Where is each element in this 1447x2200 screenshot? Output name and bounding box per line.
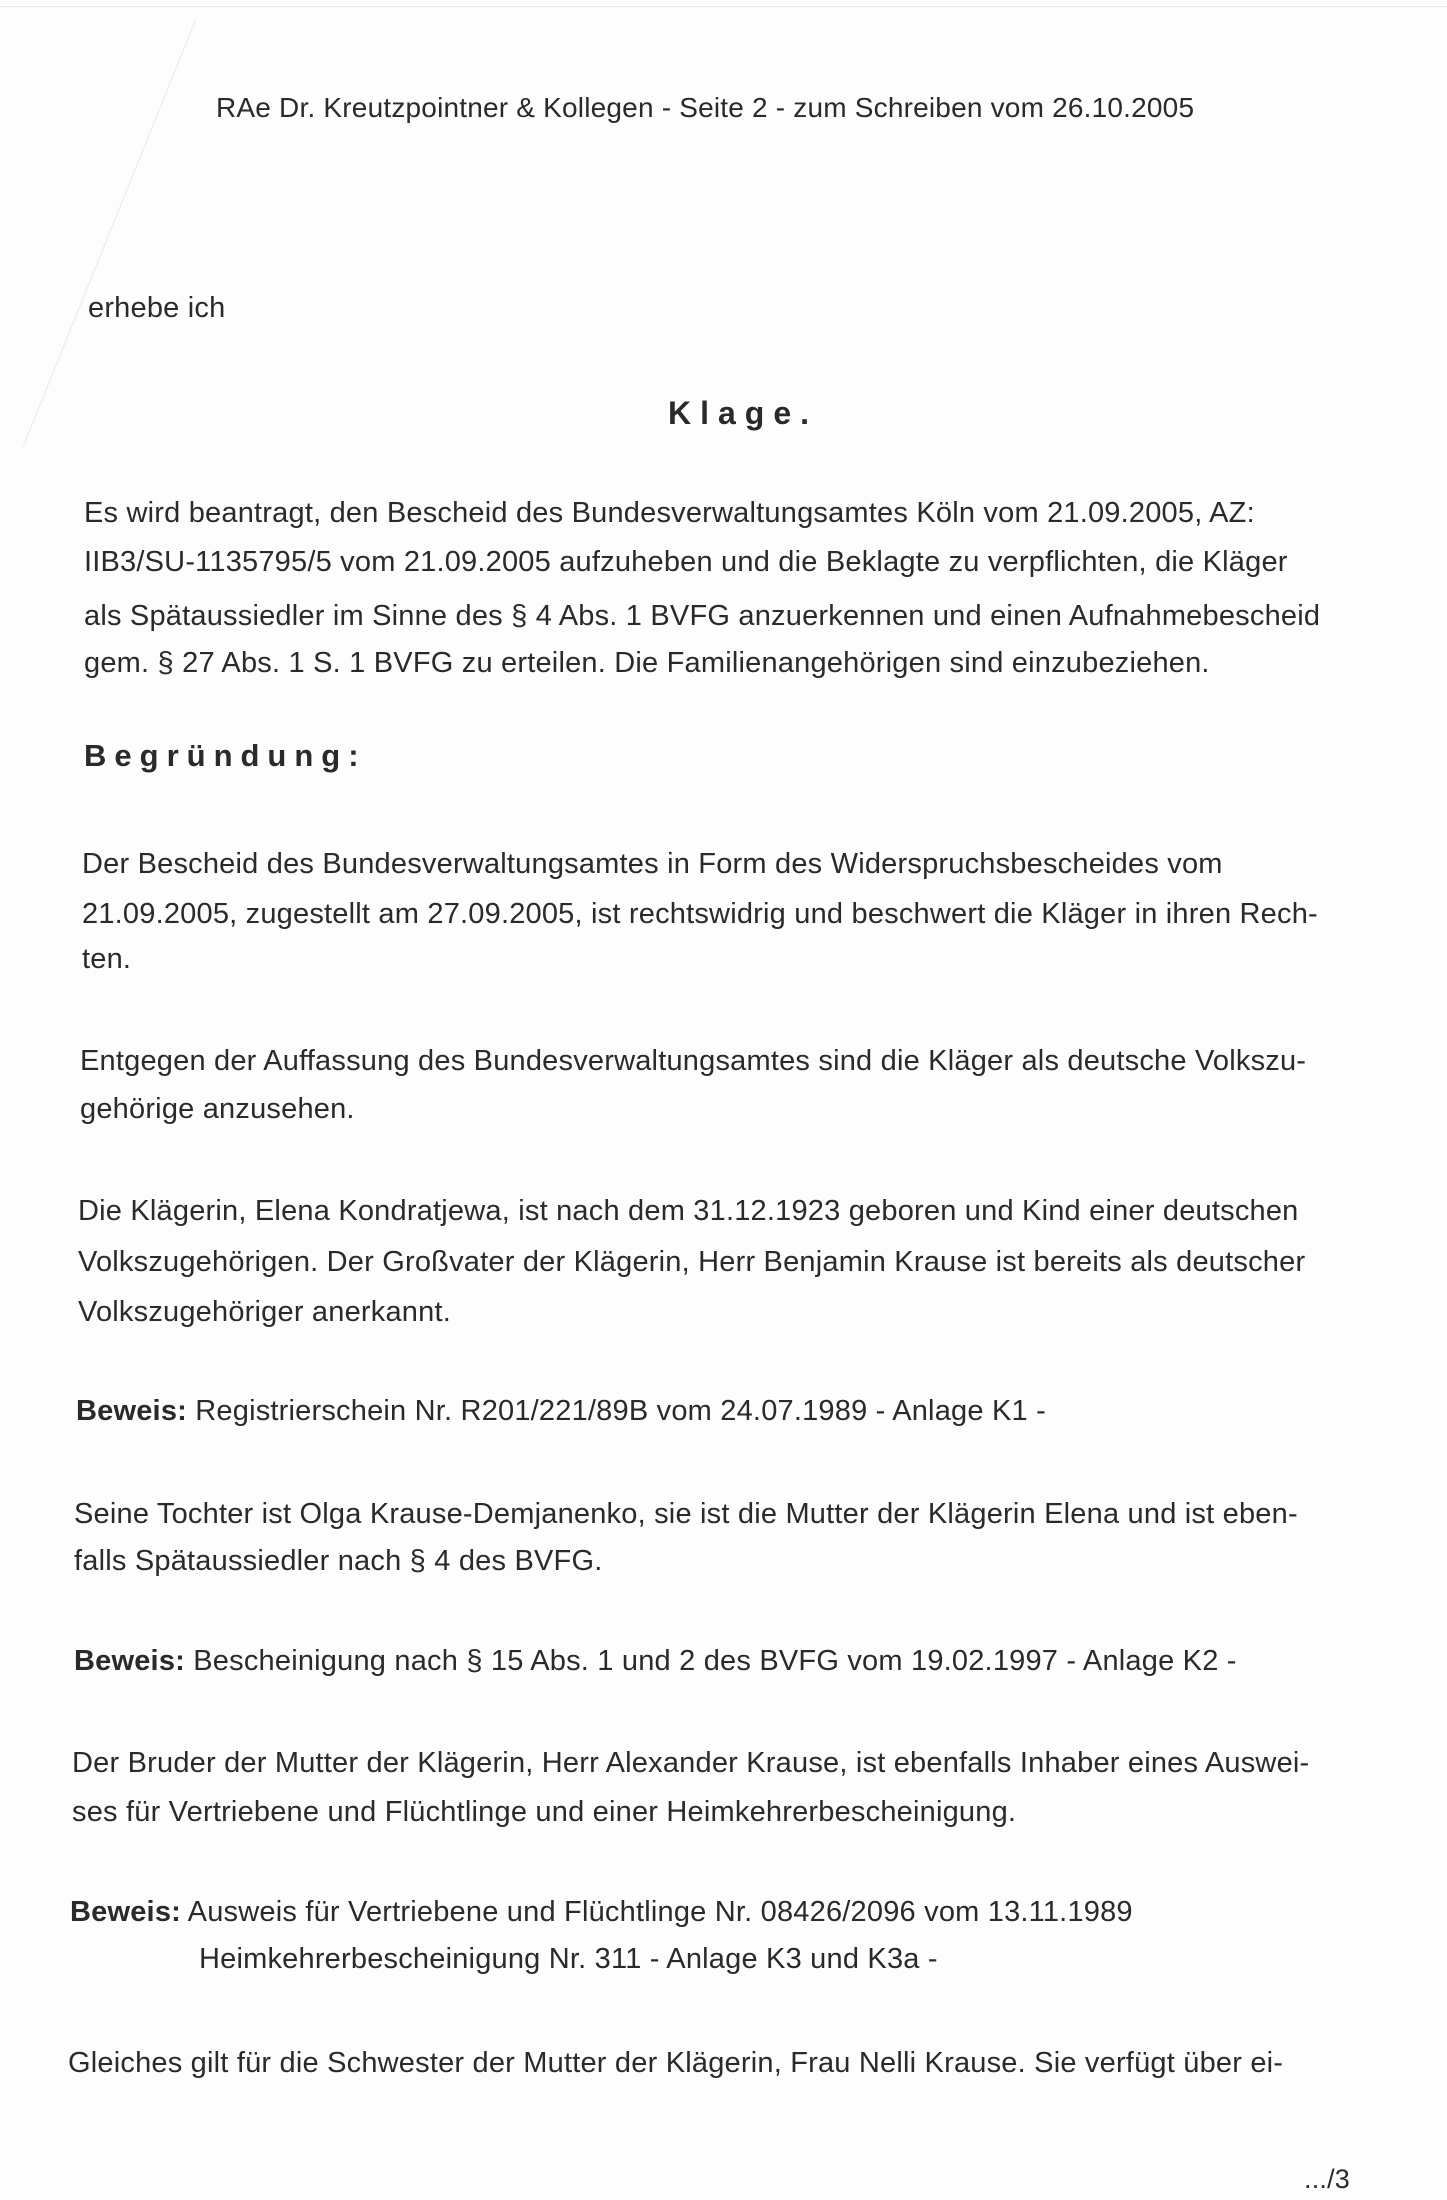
evidence-label: Beweis: bbox=[70, 1896, 181, 1928]
para3-line-3: Volkszugehöriger anerkannt. bbox=[78, 1296, 451, 1328]
para3-line-1: Die Klägerin, Elena Kondratjewa, ist nach dem 31.12.1923 geboren und Kind einer deutschen bbox=[78, 1195, 1299, 1227]
para1-line-1: Der Bescheid des Bundesverwaltungsamtes in Form des Widerspruchsbescheides vom bbox=[82, 848, 1223, 880]
para2-line-2: gehörige anzusehen. bbox=[80, 1093, 355, 1125]
page-header: RAe Dr. Kreutzpointner & Kollegen - Seite 2 - zum Schreiben vom 26.10.2005 bbox=[216, 92, 1195, 123]
request-line-2: IIB3/SU-1135795/5 vom 21.09.2005 aufzuheben und die Beklagte zu verpflichten, die Kläger bbox=[84, 546, 1288, 578]
para1-line-3: ten. bbox=[82, 943, 132, 975]
evidence-text: Bescheinigung nach § 15 Abs. 1 und 2 des BVFG vom 19.02.1997 - Anlage K2 - bbox=[193, 1645, 1237, 1677]
request-line-4: gem. § 27 Abs. 1 S. 1 BVFG zu erteilen. Die Familienangehörigen sind einzubeziehen. bbox=[84, 647, 1210, 679]
evidence-label: Beweis: bbox=[74, 1645, 185, 1677]
evidence-1 bbox=[76, 1393, 1046, 1429]
para2-line-1: Entgegen der Auffassung des Bundesverwaltungsamtes sind die Kläger als deutsche Volkszu- bbox=[80, 1045, 1307, 1077]
scan-artifact-line bbox=[23, 20, 196, 447]
heading-klage: Klage. bbox=[668, 395, 819, 431]
para4-line-2: falls Spätaussiedler nach § 4 des BVFG. bbox=[74, 1545, 603, 1577]
para6-line-1: Gleiches gilt für die Schwester der Mutter der Klägerin, Frau Nelli Krause. Sie verfügt über ei- bbox=[68, 2047, 1284, 2079]
evidence-label: Beweis: bbox=[76, 1395, 187, 1427]
scan-edge-line bbox=[0, 6, 1447, 7]
para4-line-1: Seine Tochter ist Olga Krause-Demjanenko, sie ist die Mutter der Klägerin Elena und ist eben- bbox=[74, 1498, 1298, 1530]
request-line-3: als Spätaussiedler im Sinne des § 4 Abs. 1 BVFG anzuerkennen und einen Aufnahmebescheid bbox=[84, 600, 1321, 632]
para3-line-2: Volkszugehörigen. Der Großvater der Klägerin, Herr Benjamin Krause ist bereits als deutscher bbox=[78, 1246, 1306, 1278]
intro-text: erhebe ich bbox=[88, 292, 226, 324]
evidence-3-line-2: Heimkehrerbescheinigung Nr. 311 - Anlage K3 und K3a - bbox=[199, 1943, 938, 1975]
evidence-text: Registrierschein Nr. R201/221/89B vom 24.07.1989 - Anlage K1 - bbox=[195, 1395, 1046, 1427]
para5-line-1: Der Bruder der Mutter der Klägerin, Herr Alexander Krause, ist ebenfalls Inhaber eines Auswei- bbox=[72, 1747, 1310, 1779]
evidence-text: Ausweis für Vertriebene und Flüchtlinge Nr. 08426/2096 vom 13.11.1989 bbox=[187, 1896, 1133, 1928]
request-line-1: Es wird beantragt, den Bescheid des Bundesverwaltungsamtes Köln vom 21.09.2005, AZ: bbox=[84, 497, 1255, 529]
evidence-3-line-1 bbox=[70, 1894, 1133, 1930]
evidence-2 bbox=[74, 1643, 1237, 1679]
para5-line-2: ses für Vertriebene und Flüchtlinge und einer Heimkehrerbescheinigung. bbox=[72, 1796, 1017, 1828]
para1-line-2: 21.09.2005, zugestellt am 27.09.2005, ist rechtswidrig und beschwert die Kläger in ihren Rech- bbox=[82, 898, 1318, 930]
section-title: Begründung: bbox=[84, 738, 367, 773]
page-continuation: .../3 bbox=[1304, 2164, 1351, 2194]
